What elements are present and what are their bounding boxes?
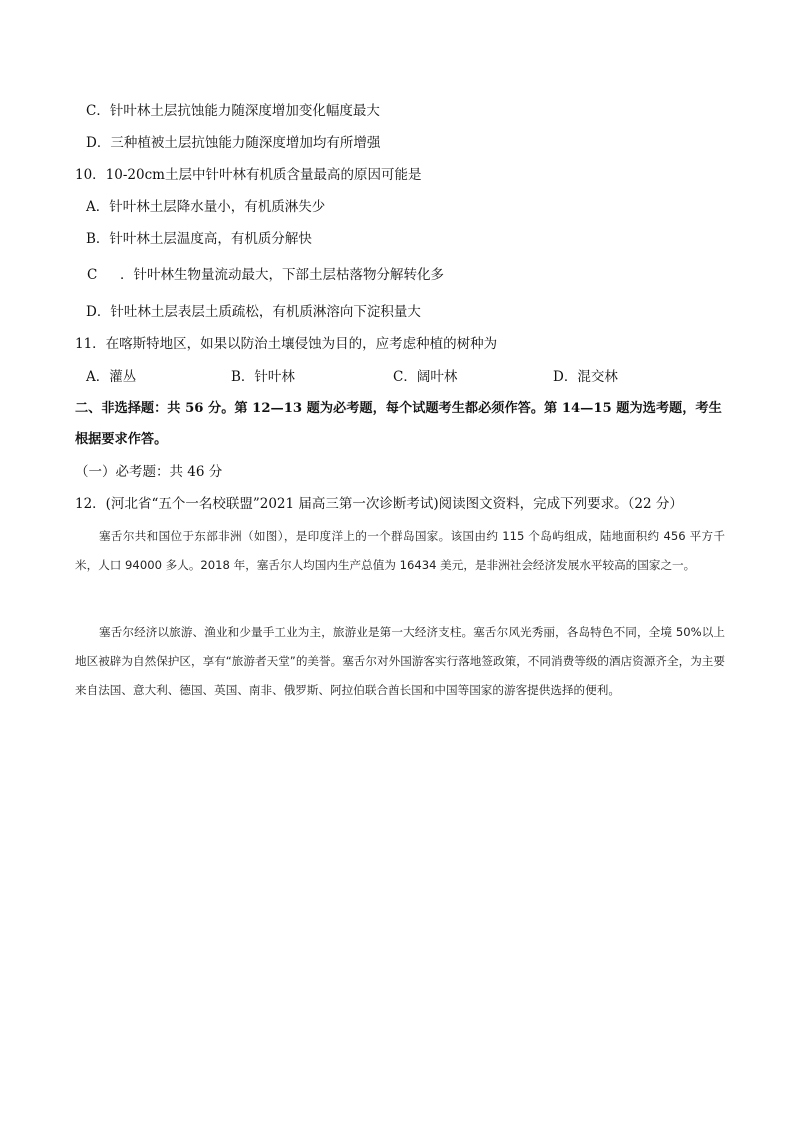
section-2-heading-line1: 二、非选择题：共 56 分。第 12—13 题为必考题，每个试题考生都必须作答。第 14—15 题为选考题，考生 (75, 401, 722, 416)
q11-stem: 11．在喀斯特地区，如果以防治土壤侵蚀为目的，应考虑种植的树种为 (75, 336, 498, 352)
q12-stem: 12．(河北省“五个一名校联盟”2021 届高三第一次诊断考试)阅读图文资料，完成下列要求。（22 分） (75, 496, 683, 512)
q9-option-c: C．针叶林土层抗蚀能力随深度增加变化幅度最大 (86, 103, 380, 119)
q9-option-d: D．三种植被土层抗蚀能力随深度增加均有所增强 (86, 135, 381, 151)
q10-stem: 10．10-20cm土层中针叶林有机质含量最高的原因可能是 (75, 167, 422, 183)
q11-option-b: B．针叶林 (231, 369, 295, 385)
q11-option-d: D．混交林 (553, 369, 618, 385)
section-2-heading-line2: 根据要求作答。 (75, 432, 168, 447)
q11-option-a: A．灌丛 (86, 369, 137, 385)
q10-option-c-text: ．针叶林生物量流动最大，下部土层枯落物分解转化多 (120, 267, 444, 283)
q12-paragraph-2: 塞舌尔经济以旅游、渔业和少量手工业为主，旅游业是第一大经济支柱。塞舌尔风光秀丽，各岛特色不同，全境 50%以上地区被辟为自然保护区，享有“旅游者天堂”的美誉。塞舌尔对外国游客实行落地签政策，不同消费等级的酒店资源齐全，为主要来自法国、意大利、德国、英国、南非、俄罗斯、阿拉伯联合酋长国和中国等国家的游客提供选择的便利。 (75, 625, 725, 697)
q10-option-c-letter: C (87, 267, 98, 283)
section-2-subheading: （一）必考题：共 46 分 (75, 464, 223, 480)
q10-option-b: B．针叶林土层温度高，有机质分解快 (86, 231, 312, 247)
q11-option-c: C．阔叶林 (393, 369, 458, 385)
q10-option-d: D．针吐林土层表层土质疏松，有机质淋溶向下淀积量大 (86, 304, 421, 320)
q12-paragraph-1: 塞舌尔共和国位于东部非洲（如图），是印度洋上的一个群岛国家。该国由约 115 个岛屿组成，陆地面积约 456 平方千米，人口 94000 多人。2018 年，塞舌尔人均国内生产总值为 16434 美元，是非洲社会经济发展水平较高的国家之一。 (75, 529, 725, 572)
q10-option-a: A．针叶林土层降水量小，有机质淋失少 (86, 199, 326, 215)
